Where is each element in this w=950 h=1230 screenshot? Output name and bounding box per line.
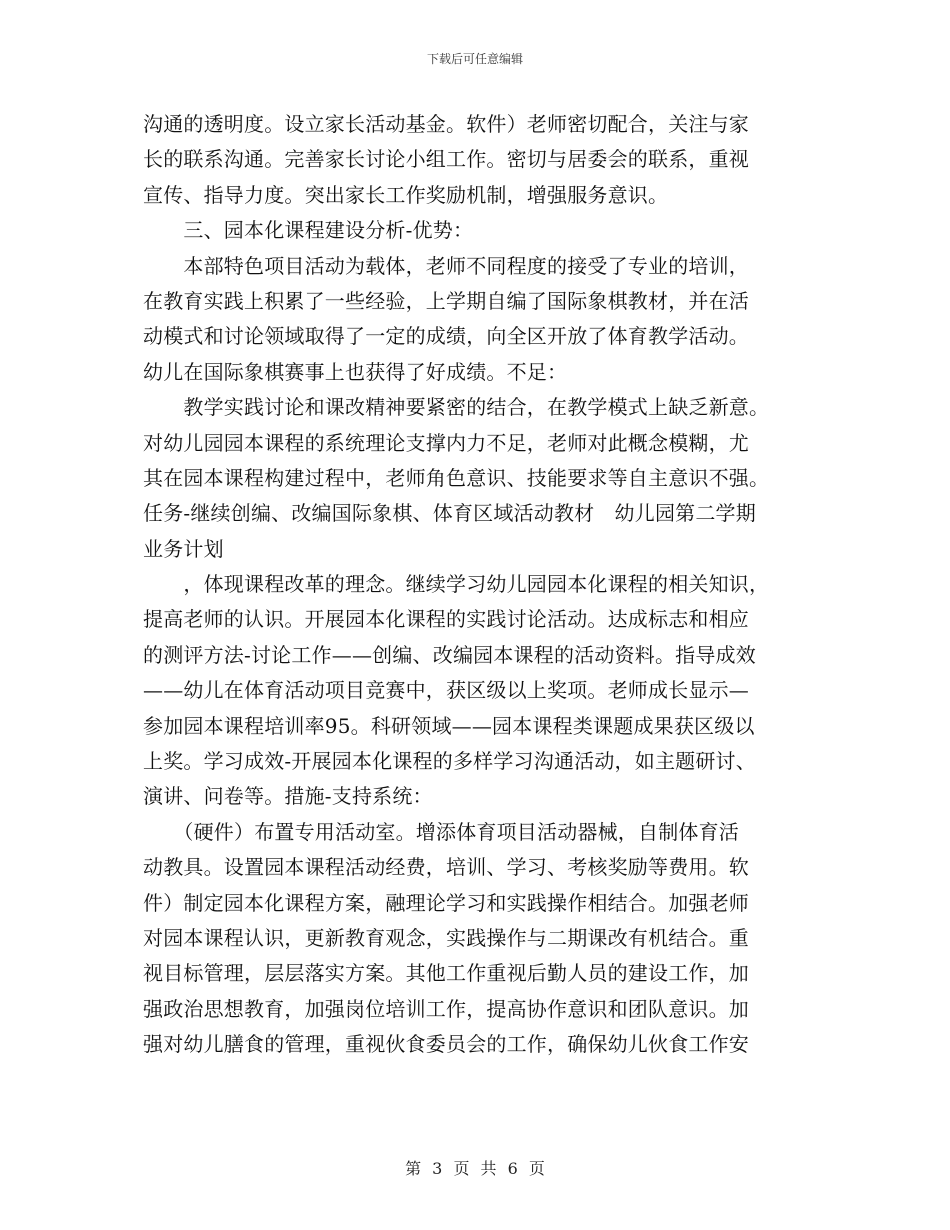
page-number: 第 3 页 共 6 页 <box>405 1159 545 1178</box>
body-line: 演讲、问卷等。措施-支持系统： <box>143 784 433 809</box>
body-line: 任务-继续创编、改编国际象棋、体育区域活动教材 幼儿园第二学期 <box>143 501 756 526</box>
body-line: 在教育实践上积累了一些经验，上学期自编了国际象棋教材，并在活 <box>143 288 749 313</box>
body-line: ——幼儿在体育活动项目竞赛中，获区级以上奖项。老师成长显示— <box>143 678 749 703</box>
body-line: 对园本课程认识，更新教育观念，实践操作与二期课改有机结合。重 <box>143 925 749 950</box>
section-heading: 三、园本化课程建设分析-优势： <box>143 218 474 243</box>
body-line: 上奖。学习成效-开展园本化课程的多样学习沟通活动，如主题研讨、 <box>143 749 756 774</box>
body-line: （硬件）布置专用活动室。增添体育项目活动器械，自制体育活 <box>143 819 739 844</box>
body-line: 动模式和讨论领域取得了一定的成绩，向全区开放了体育教学活动。 <box>143 324 749 349</box>
body-line: 强对幼儿膳食的管理，重视伙食委员会的工作，确保幼儿伙食工作安 <box>143 1032 749 1057</box>
body-line: 对幼儿园园本课程的系统理论支撑内力不足，老师对此概念模糊，尤 <box>143 430 749 455</box>
body-line: 件）制定园本化课程方案，融理论学习和实践操作相结合。加强老师 <box>143 890 749 915</box>
body-line: 的测评方法-讨论工作——创编、改编园本课程的活动资料。指导成效 <box>143 642 756 667</box>
body-line: ，体现课程改革的理念。继续学习幼儿园园本化课程的相关知识， <box>143 572 770 597</box>
body-line: 宣传、指导力度。突出家长工作奖励机制，增强服务意识。 <box>143 182 669 207</box>
body-line: 教学实践讨论和课改精神要紧密的结合，在教学模式上缺乏新意。 <box>143 395 770 420</box>
body-line: 强政治思想教育，加强岗位培训工作，提高协作意识和团队意识。加 <box>143 996 749 1021</box>
body-line: 本部特色项目活动为载体，老师不同程度的接受了专业的培训， <box>143 253 749 278</box>
body-line: 视目标管理，层层落实方案。其他工作重视后勤人员的建设工作，加 <box>143 961 749 986</box>
body-line: 业务计划 <box>143 536 224 561</box>
body-line: 其在园本课程构建过程中，老师角色意识、技能要求等自主意识不强。 <box>143 465 770 490</box>
document-body <box>143 107 811 1063</box>
body-line: 参加园本课程培训率95。科研领域——园本课程类课题成果获区级以 <box>143 713 755 738</box>
body-line: 幼儿在国际象棋赛事上也获得了好成绩。不足： <box>143 359 568 384</box>
body-line: 提高老师的认识。开展园本化课程的实践讨论活动。达成标志和相应 <box>143 607 749 632</box>
body-line: 长的联系沟通。完善家长讨论小组工作。密切与居委会的联系，重视 <box>143 147 749 172</box>
header-note: 下载后可任意编辑 <box>426 52 523 66</box>
body-line: 沟通的透明度。设立家长活动基金。软件）老师密切配合，关注与家 <box>143 112 749 136</box>
body-line: 动教具。设置园本课程活动经费，培训、学习、考核奖励等费用。软 <box>143 855 749 880</box>
